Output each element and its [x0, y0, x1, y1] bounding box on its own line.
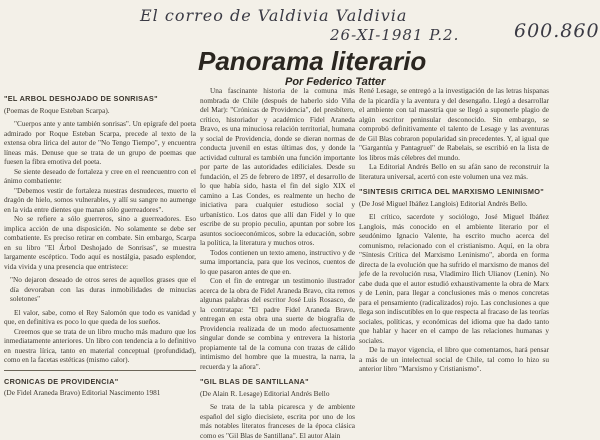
article-column-1 [4, 88, 196, 400]
section-subheading: (Poemas de Roque Esteban Scarpa). [4, 105, 110, 115]
section-heading: "EL ARBOL DESHOJADO DE SONRISAS" [4, 94, 158, 103]
handwritten-archive-number: 600.860 [514, 20, 600, 42]
paragraph: René Lesage, se entregó a la investigación de las letras hispanas de la picardía y la aventura y del desengaño. Llegó a desarrollar el ambiente con tal maestría que se llegó a suponerle plagio de algún escritor peninsular desconocido. Sin embargo, se comprobó definitivamente el talento de Lesage y las aventuras de Gil Blas cobraron popularidad sin precedentes. Y, al igual que "Gargantúa y Pantagruel" de Rabelais, se escribió en la lista de los libros más célebres del mundo. [359, 86, 549, 162]
paragraph: No se refiere a sólo guerreros, sino a guerreadores. Eso implica acción de una disposición. No solamente se debe ser combatiente. Es preciso retirar en combate. Sin embargo, Scarpa en su libro "El Árbol Deshojado de Sonrisas", se muestra largamente escéptico. Todo aquí es nostálgia, pasado esplendor, vida vivida y una presencia que entristece: [4, 214, 196, 271]
divider [4, 370, 196, 371]
paragraph: La Editorial Andrés Bello en su afán sano de reconstruir la literatura universal, acertó con este volumen una vez más. [359, 162, 549, 181]
article-column-3 [359, 86, 549, 398]
paragraph: Todos contienen un texto ameno, instructivo y de suma importancia, para que los vecinos, cuentos de lo que pasaron antes de que en. [200, 247, 355, 276]
paragraph: De la mayor vigencia, el libro que comentamos, hará pensar a más de un intelectual social de Chile, tal como lo hizo su anterior libro "Marxismo y Cristianismo". [359, 345, 549, 373]
paragraph: El crítico, sacerdote y sociólogo, José Miguel Ibáñez Langlois, más conocido en el ambiente literario por el seudónimo Ignacio Valente, ha escrito mucho acerca del comunismo, relacionado con el cristianismo. Aquí, en la obra "Síntesis Crítica del Marxismo Leninismo", aborda en forma directa de la evolución que ha sufrido el marxismo de manos del jefe de la revolución rusa, Vladimiro Ilich Ulianov (Lenin). No cabe duda que el autor estudió exhaustivamente la obra de Marx y de Lenin, para llegar a conclusiones más o menos concretas para el pensamiento (radicalizados) rojo. Las conclusiones a que llega son indiscutibles en lo que respecta al fracaso de las teorías sociales, políticas, y económicas del idioma que ha dado tanto que hablar y hacer en el campo de las relaciones humanas y sociales. [359, 212, 549, 345]
section-heading: "SINTESIS CRITICA DEL MARXISMO LENINISMO" [359, 187, 545, 196]
paragraph: Una fascinante historia de la comuna más nombrada de Chile (después de haberlo sido Viña del Mar): "Crónicas de Providencia", del presbítero, crítico, historiador y académico Fidel Araneda Bravo, es una minuciosa relación territorial, humana y social de Providencia, donde se dieran normas de conducta juvenil en estas últimas dos, y donde la actividad cultural es también una función importante por parte de las autoridades ediliciales. Desde su fundación, el 25 de febrero de 1897, el desarrollo de lo que había sido, hasta el fin del siglo XIX el camino a Las Condes, es realmente un hecho de iniciativa para cualquier estudioso social y urbanístico. Los datos que allí dan Fidel y lo que escribe de su propio peculio, apuntan por sobre los asuntos socioeconómicos, sobre la educación, sobre la política, la literatura y muchos otros. [200, 86, 355, 247]
section-subheading: (De Alain R. Lesage) Editorial Andrés Bello [200, 388, 330, 398]
paragraph: Se siente deseado de fortaleza y cree en el reencuentro con el ánimo combatiente: [4, 166, 196, 185]
paragraph: "Debemos vestir de fortaleza nuestras desnudeces, muerto el dragón de hielo, somos vulnerables, y allí su sangre no aumenge en la vida entre dientes que manan sólo guerreadores". [4, 185, 196, 214]
paragraph: El valor, sabe, como el Rey Salomón que todo es vanidad y que, en definitiva es poco lo que queda de los sueños. [4, 307, 196, 326]
paragraph: "Cuerpos ante y ante también sonrisas". Un epígrafe del poeta admirado por Roque Esteban Scarpa, precede al texto de la extensa obra lírica del autor de "No Tengo Tiempo", y encuentra líneas más. Denuse que se trata de un grupo de poemas que fuesen la fibra emotiva del poeta. [4, 119, 196, 166]
paragraph: Creemos que se trata de un libro mucho más maduro que los inmediatamente anteriores. Un libro con tendencia a lo definitivo en nuestra lírica, tanto en material conceptual (profundidad), como en la facetas estéticas (mismo calor). [4, 326, 196, 364]
section-subheading: (De Fidel Araneda Bravo) Editorial Nascimento 1981 [4, 388, 161, 397]
handwritten-source-note: El correo de Valdivia Valdivia [140, 6, 408, 25]
section-subheading: (De José Miguel Ibáñez Langlois) Editorial Andrés Bello. [359, 198, 528, 208]
paragraph: Se trata de la tabla picaresca y de ambiente español del siglo diecisiete, escrita por uno de los más notables literatos franceses de la época clásica como es "Gil Blas de Santillana". El autor Alain [200, 402, 355, 440]
section-heading: CRONICAS DE PROVIDENCIA" [4, 376, 119, 386]
article-byline: Por Federico Tatter [285, 76, 386, 88]
article-column-2 [200, 86, 355, 440]
section-heading: "GIL BLAS DE SANTILLANA" [200, 377, 309, 386]
quoted-verse: "No dejaron deseado de otros seres de aquellos grases que el día devoraban con las duras inmobilidades de minucias soletones" [10, 275, 196, 303]
paragraph: Con el fin de entregar un testimonio ilustrador acerca de la obra de Fidel Araneda Bravo, cita remos algunas palabras del escritor José Luis Rosasco, de la contratapa: "El padre Fidel Araneda Bravo, entregan en esta obra una suerte de biografía de Providencia realizada de un modo afectuosamente singular donde se combina y entrevera la historia propiamente tal de la comuna con trazas de cálido intimismo del hombre que la muestra, la narra, la recuerda y la añora". [200, 276, 355, 371]
article-title: Panorama literario [198, 46, 427, 76]
handwritten-date-note: 26-XI-1981 P.2. [330, 26, 460, 44]
